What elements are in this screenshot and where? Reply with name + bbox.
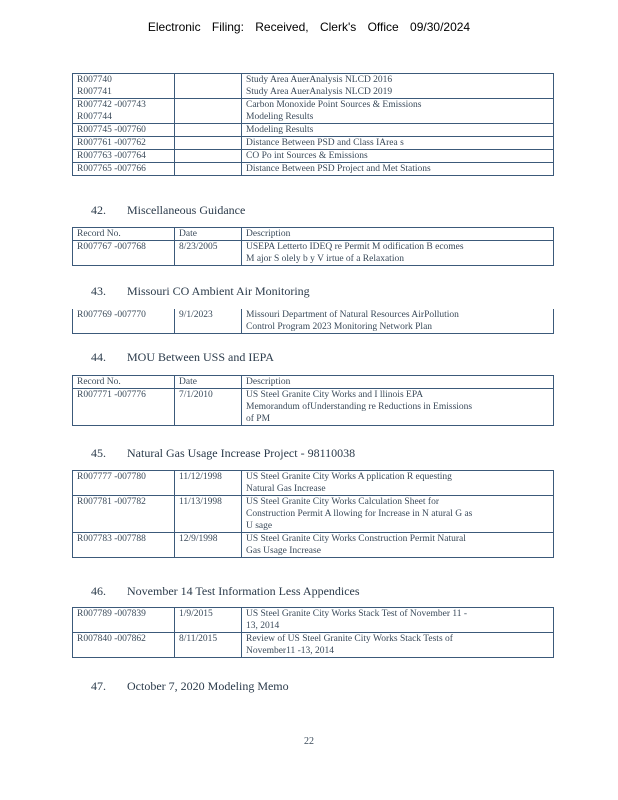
table-row	[73, 74, 554, 99]
description-cell: US Steel Granite City Works Stack Test of November 11 - 13, 2014	[242, 608, 554, 633]
date-cell: 11/12/1998	[175, 471, 242, 496]
record-number-cell: R007740 R007741	[73, 74, 175, 99]
date-cell	[175, 124, 242, 137]
filing-header: Electronic Filing: Received, Clerk's Office 09/30/2024	[147, 20, 471, 34]
date-cell: 1/9/2015	[175, 608, 242, 633]
record-number-cell: R007767 -007768	[73, 241, 175, 266]
table-row	[73, 633, 554, 658]
record-number-cell: R007840 -007862	[73, 633, 175, 658]
table-header-row	[73, 228, 554, 241]
table-row	[73, 608, 554, 633]
record-number-cell: R007765 -007766	[73, 163, 175, 176]
record-number-cell: R007742 -007743 R007744	[73, 99, 175, 124]
section-heading-47: 47. October 7, 2020 Modeling Memo	[91, 679, 289, 693]
record-number-cell: R007769 -007770	[73, 309, 175, 334]
section-heading-43: 43. Missouri CO Ambient Air Monitoring	[91, 284, 310, 298]
table-header-row	[73, 376, 554, 389]
description-cell: US Steel Granite City Works A pplication R equesting Natural Gas Increase	[242, 471, 554, 496]
date-header: Date	[175, 228, 242, 241]
records-table-44	[72, 375, 554, 426]
date-cell	[175, 150, 242, 163]
table-row	[73, 533, 554, 558]
records-table-45	[72, 470, 554, 558]
date-cell: 8/11/2015	[175, 633, 242, 658]
date-header: Date	[175, 376, 242, 389]
record-number-cell: R007783 -007788	[73, 533, 175, 558]
table-row	[73, 241, 554, 266]
table-row	[73, 163, 554, 176]
page-number: 22	[304, 736, 314, 747]
date-cell: 12/9/1998	[175, 533, 242, 558]
description-cell: Distance Between PSD Project and Met Stations	[242, 163, 554, 176]
records-table-42	[72, 227, 554, 266]
description-cell: Study Area AuerAnalysis NLCD 2016 Study Area AuerAnalysis NLCD 2019	[242, 74, 554, 99]
record-number-cell: R007771 -007776	[73, 389, 175, 426]
record-number-cell: R007789 -007839	[73, 608, 175, 633]
description-cell: US Steel Granite City Works and I llinois EPA Memorandum ofUnderstanding re Reductions in Emissions of PM	[242, 389, 554, 426]
description-header: Description	[242, 376, 554, 389]
description-cell: Review of US Steel Granite City Works Stack Tests of November11 -13, 2014	[242, 633, 554, 658]
date-cell	[175, 163, 242, 176]
date-cell	[175, 137, 242, 150]
date-cell	[175, 74, 242, 99]
table-row	[73, 150, 554, 163]
description-cell: Modeling Results	[242, 124, 554, 137]
records-table-43	[72, 309, 554, 334]
description-cell: US Steel Granite City Works Construction Permit Natural Gas Usage Increase	[242, 533, 554, 558]
table-row	[73, 389, 554, 426]
section-heading-45: 45. Natural Gas Usage Increase Project - 98110038	[91, 446, 356, 460]
table-row	[73, 471, 554, 496]
date-cell: 9/1/2023	[175, 309, 242, 334]
record-number-cell: R007777 -007780	[73, 471, 175, 496]
records-table-46	[72, 607, 554, 658]
date-cell: 8/23/2005	[175, 241, 242, 266]
table-row	[73, 99, 554, 124]
records-table-41	[72, 73, 554, 176]
date-cell: 11/13/1998	[175, 496, 242, 533]
section-heading-42: 42. Miscellaneous Guidance	[91, 203, 246, 217]
record-header: Record No.	[73, 228, 175, 241]
section-heading-46: 46. November 14 Test Information Less Appendices	[91, 584, 360, 598]
description-cell: CO Po int Sources & Emissions	[242, 150, 554, 163]
description-cell: USEPA Letterto IDEQ re Permit M odification B ecomes M ajor S olely b y V irtue of a Relaxation	[242, 241, 554, 266]
table-row	[73, 137, 554, 150]
section-heading-44: 44. MOU Between USS and IEPA	[91, 350, 274, 364]
record-number-cell: R007745 -007760	[73, 124, 175, 137]
table-row	[73, 124, 554, 137]
record-number-cell: R007763 -007764	[73, 150, 175, 163]
date-cell: 7/1/2010	[175, 389, 242, 426]
description-cell: Carbon Monoxide Point Sources & Emissions Modeling Results	[242, 99, 554, 124]
description-cell: Distance Between PSD and Class IArea s	[242, 137, 554, 150]
record-number-cell: R007761 -007762	[73, 137, 175, 150]
table-row	[73, 496, 554, 533]
table-row	[73, 309, 554, 334]
record-header: Record No.	[73, 376, 175, 389]
description-cell: Missouri Department of Natural Resources AirPollution Control Program 2023 Monitoring Network Plan	[242, 309, 554, 334]
description-cell: US Steel Granite City Works Calculation Sheet for Construction Permit A llowing for Increase in N atural G as U sage	[242, 496, 554, 533]
description-header: Description	[242, 228, 554, 241]
record-number-cell: R007781 -007782	[73, 496, 175, 533]
date-cell	[175, 99, 242, 124]
